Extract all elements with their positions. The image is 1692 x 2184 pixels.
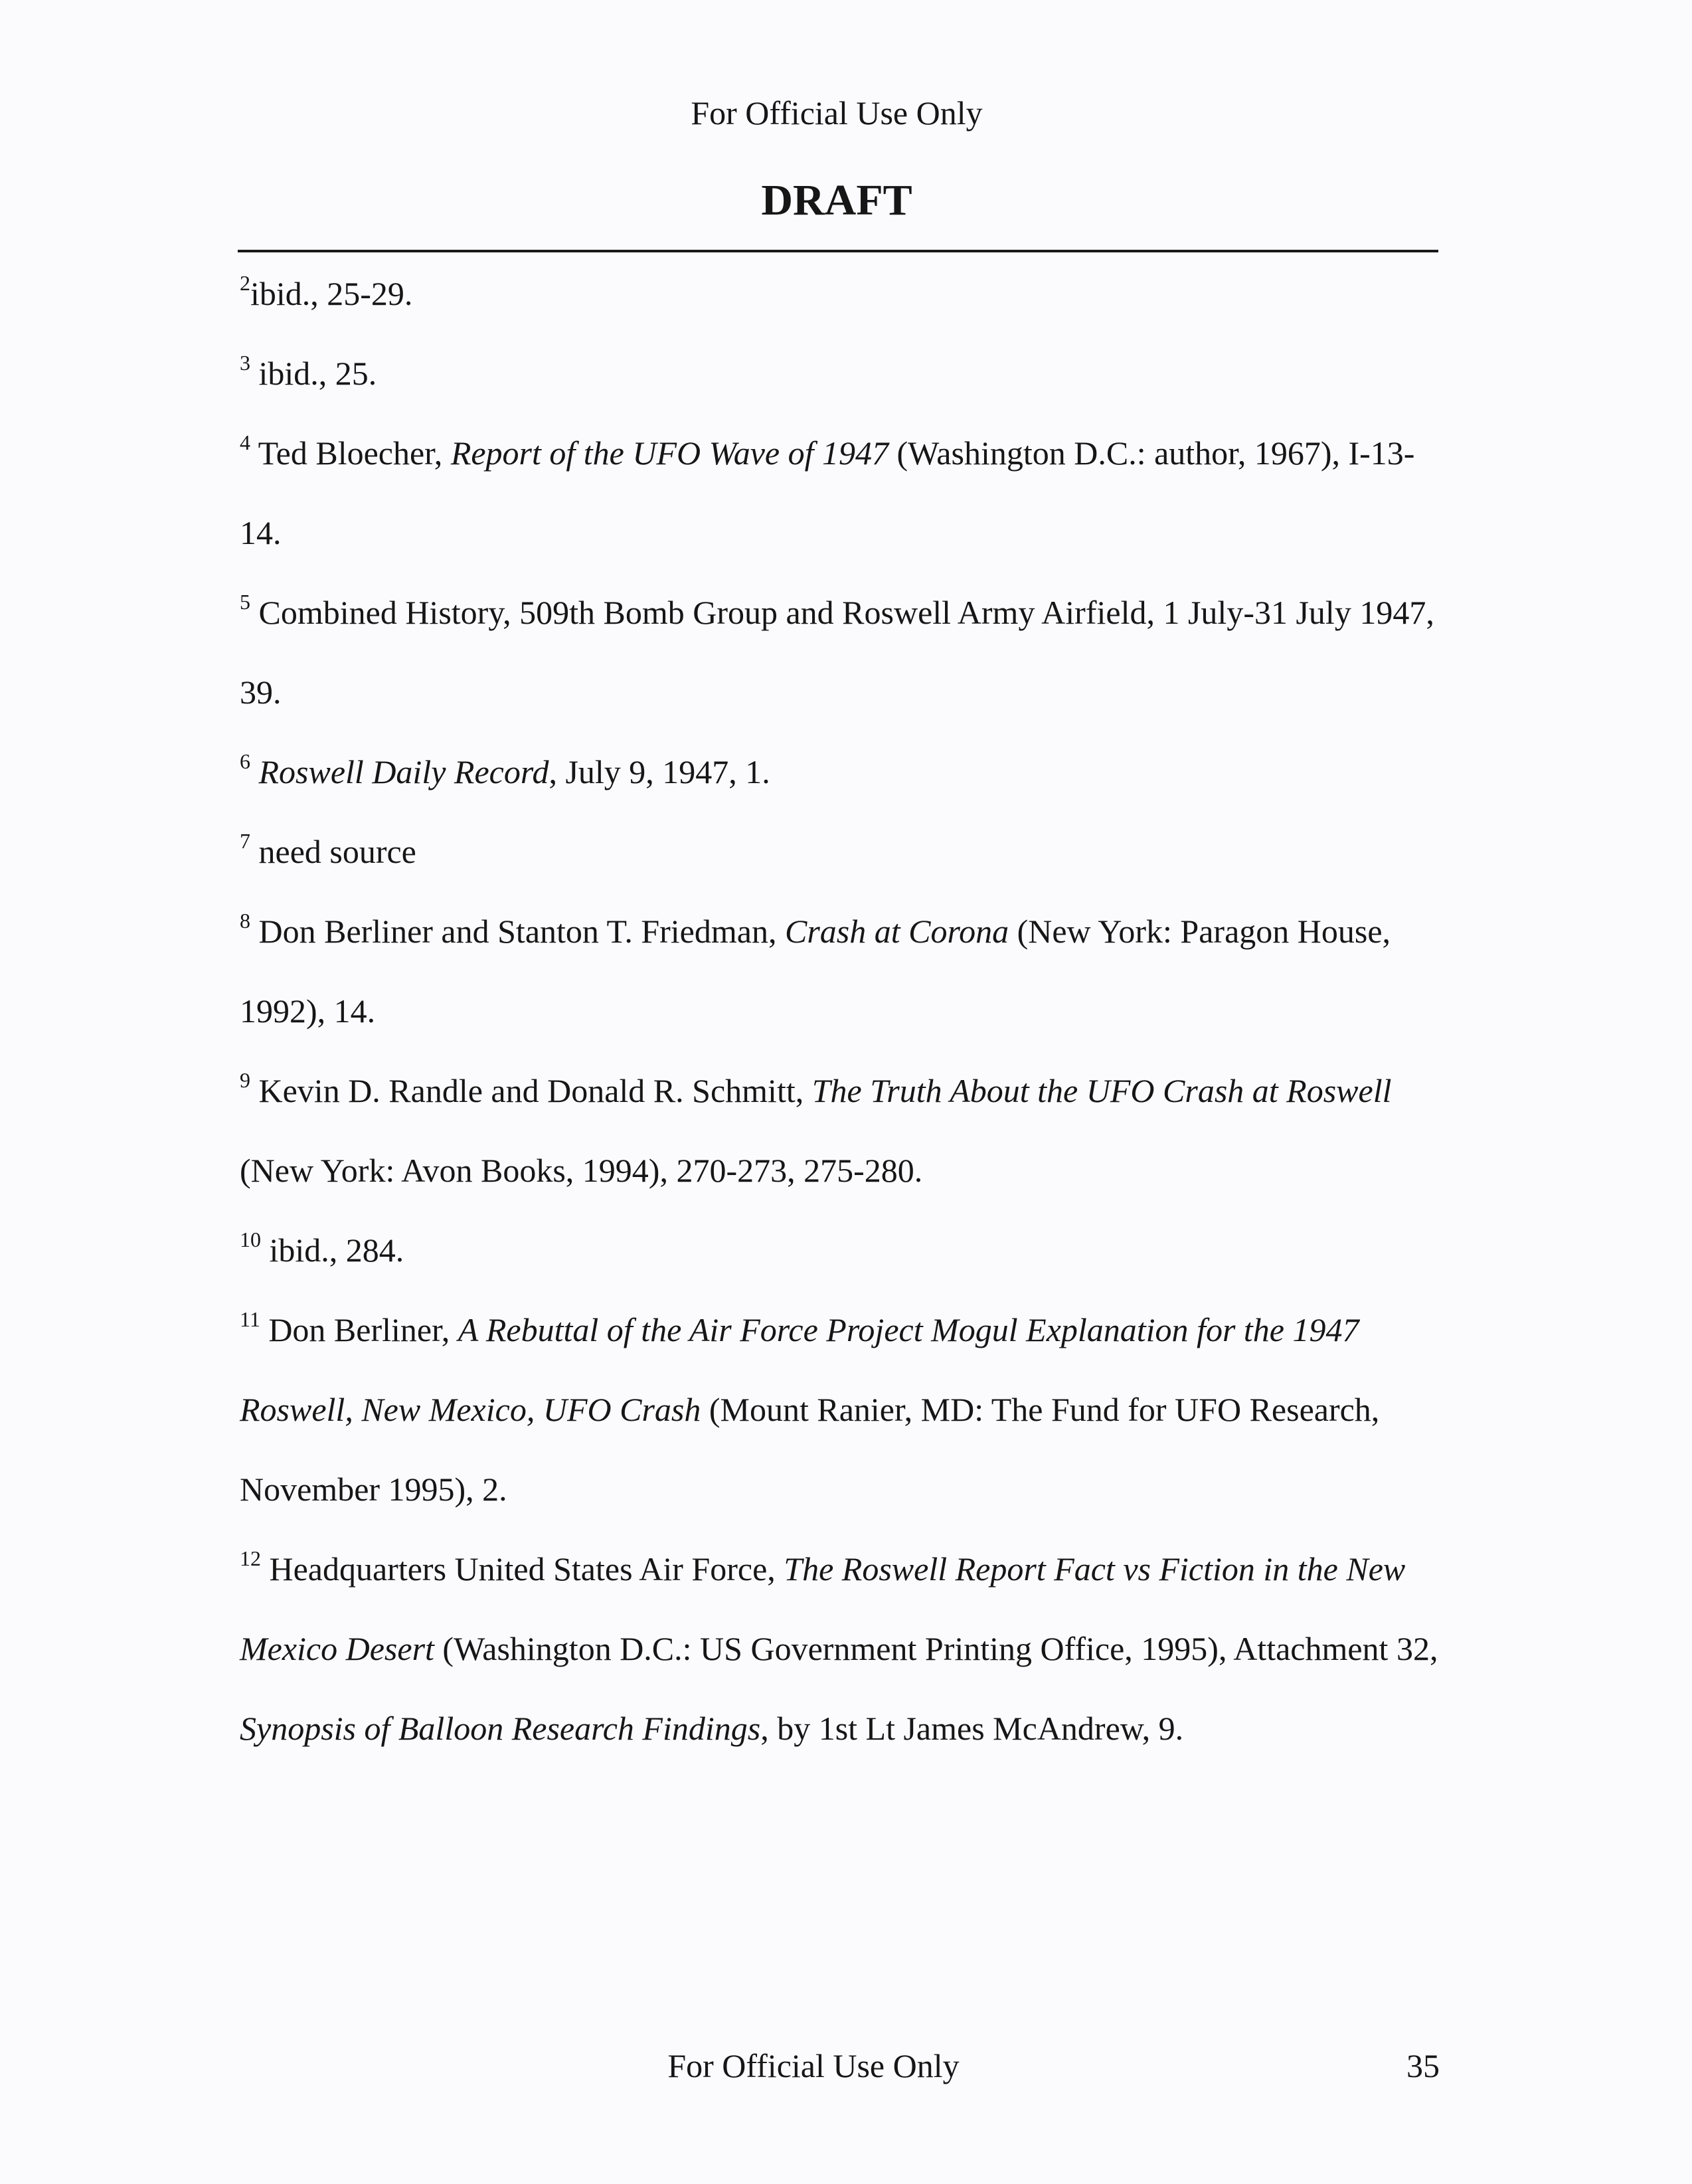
footnote-number: 5 <box>240 590 250 614</box>
footnote-number: 11 <box>240 1307 260 1331</box>
footnote-11 <box>240 1290 1442 1529</box>
footnote-number: 8 <box>240 909 250 933</box>
footnote-9 <box>240 1051 1442 1210</box>
footnote-title: Synopsis of Balloon Research Findings <box>240 1710 761 1747</box>
footnote-title: Crash at Corona <box>784 913 1009 950</box>
footnote-text: (New York: Paragon House, 1992), 14. <box>240 913 1391 1030</box>
header-classification: For Official Use Only <box>691 94 983 132</box>
footnote-12 <box>240 1529 1442 1768</box>
footnote-text: ibid., 25. <box>250 355 377 392</box>
footnote-list <box>240 254 1442 1768</box>
footnote-text: (New York: Avon Books, 1994), 270-273, 275-280. <box>240 1152 923 1189</box>
footnote-text: need source <box>250 833 416 870</box>
footnote-4 <box>240 413 1442 573</box>
footnote-6 <box>240 732 1442 812</box>
footnote-10 <box>240 1210 1442 1290</box>
footnote-text: , by 1st Lt James McAndrew, 9. <box>760 1710 1184 1747</box>
footnote-number: 9 <box>240 1068 250 1092</box>
footnote-number: 7 <box>240 829 250 853</box>
footnote-number: 12 <box>240 1546 261 1570</box>
footnote-title: A Rebuttal of the Air Force Project Mogul Explanation for the 1947 Roswell, New Mexico, UFO Crash <box>240 1311 1359 1428</box>
footnote-text: , July 9, 1947, 1. <box>549 753 770 790</box>
footnote-text: Combined History, 509th Bomb Group and Roswell Army Airfield, 1 July-31 July 1947, 39. <box>240 594 1434 711</box>
footnote-text: Kevin D. Randle and Donald R. Schmitt, <box>250 1072 812 1109</box>
footnote-title: The Roswell Report Fact vs Fiction in the New Mexico Desert <box>240 1550 1406 1667</box>
footnote-number: 10 <box>240 1228 261 1251</box>
footnote-text: (Mount Ranier, MD: The Fund for UFO Research, November 1995), 2. <box>240 1391 1380 1508</box>
footnote-7 <box>240 812 1442 891</box>
footnote-text: Headquarters United States Air Force, <box>261 1550 784 1588</box>
footnote-number: 3 <box>240 351 250 375</box>
draft-title: DRAFT <box>761 176 912 225</box>
footnote-2 <box>240 254 1442 333</box>
footnote-number: 4 <box>240 430 250 454</box>
footnote-title: The Truth About the UFO Crash at Roswell <box>811 1072 1392 1109</box>
footnote-text: ibid., 284. <box>261 1231 404 1269</box>
header-rule <box>238 250 1438 252</box>
footnote-text <box>250 753 259 790</box>
footnote-title: Roswell Daily Record <box>258 753 549 790</box>
page-number: 35 <box>1406 2047 1440 2084</box>
footnote-3 <box>240 333 1442 413</box>
footnote-title: Report of the UFO Wave of 1947 <box>450 434 888 472</box>
footnote-text: Don Berliner, <box>260 1311 458 1348</box>
footnote-number: 2 <box>240 271 250 295</box>
footnote-text: Don Berliner and Stanton T. Friedman, <box>250 913 785 950</box>
footnote-text: (Washington D.C.: author, 1967), I-13-14. <box>240 434 1415 551</box>
footnote-text: ibid., 25-29. <box>250 275 413 312</box>
footnote-text: Ted Bloecher, <box>250 434 451 472</box>
footnote-8 <box>240 891 1442 1051</box>
footnote-number: 6 <box>240 749 250 773</box>
footnote-5 <box>240 573 1442 732</box>
footer-classification: For Official Use Only <box>667 2047 960 2084</box>
footnote-text: (Washington D.C.: US Government Printing Office, 1995), Attachment 32, <box>434 1630 1438 1667</box>
